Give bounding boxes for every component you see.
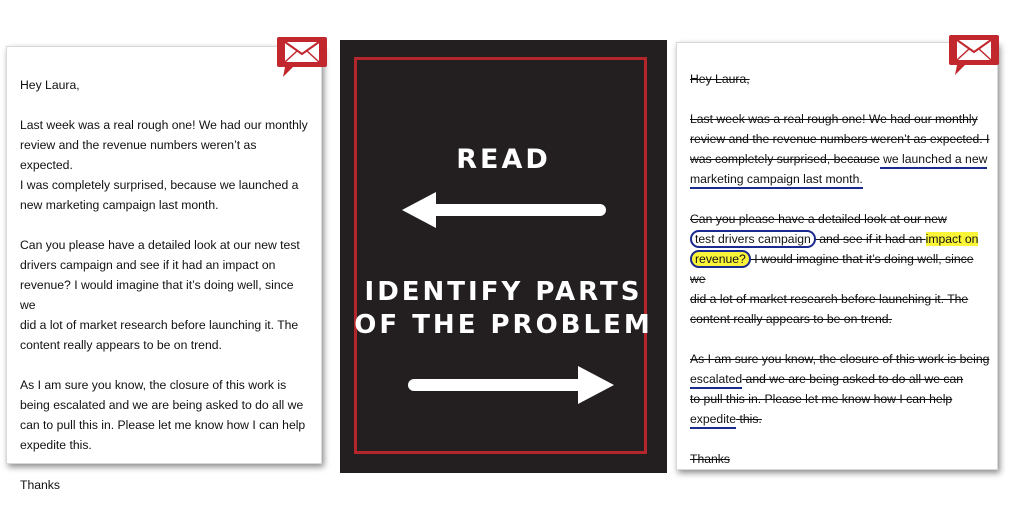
email-line: content really appears to be on trend. bbox=[20, 338, 222, 352]
email-body bbox=[20, 75, 312, 495]
struck-text: I would imagine that it’s doing well, since we bbox=[690, 252, 974, 286]
email-line: revenue? I would imagine that it’s doing well, since we bbox=[20, 278, 294, 312]
struck-text: and see if it had an bbox=[815, 232, 926, 246]
email-line: I was completely surprised, because we launched a bbox=[20, 178, 299, 192]
email-line: can to pull this in. Please let me know how I can help bbox=[20, 418, 306, 432]
email-line: being escalated and we are being asked to do all we bbox=[20, 398, 304, 412]
underlined-text: escalated bbox=[690, 372, 742, 389]
annotated-email-letter bbox=[676, 42, 998, 470]
email-line: As I am sure you know, the closure of this work is bbox=[20, 378, 287, 392]
underlined-text: expedite bbox=[690, 412, 736, 429]
email-line: review and the revenue numbers weren’t as expected. bbox=[20, 138, 257, 172]
highlighted-circled-text: revenue? bbox=[690, 250, 751, 268]
struck-line: content really appears to be on trend. bbox=[690, 312, 892, 326]
identify-line-2: OF THE PROBLEM bbox=[354, 310, 653, 340]
struck-line: to pull this in. Please let me know how I can help bbox=[690, 392, 953, 406]
email-line: Can you please have a detailed look at our new test bbox=[20, 238, 300, 252]
annotated-email-body bbox=[690, 69, 990, 469]
underlined-text: marketing campaign last month. bbox=[690, 172, 863, 189]
struck-greeting: Hey Laura, bbox=[690, 72, 750, 86]
email-closing: Thanks bbox=[20, 478, 60, 492]
left-arrow-icon bbox=[398, 190, 608, 230]
email-line: Last week was a real rough one! We had our monthly bbox=[20, 118, 308, 132]
email-line: did a lot of market research before launching it. The bbox=[20, 318, 299, 332]
struck-line: Can you please have a detailed look at our new bbox=[690, 212, 947, 226]
struck-line: Last week was a real rough one! We had our monthly bbox=[690, 112, 978, 126]
read-label: READ bbox=[456, 144, 551, 175]
struck-closing: Thanks bbox=[690, 452, 730, 466]
identify-line-1: IDENTIFY PARTS bbox=[364, 277, 643, 307]
email-line: expedite this. bbox=[20, 438, 92, 452]
struck-line: As I am sure you know, the closure of this work is being bbox=[690, 352, 990, 366]
circled-text: test drivers campaign bbox=[690, 230, 816, 248]
underlined-text: we launched a new bbox=[880, 152, 988, 169]
struck-text: and we are being asked to do all we can bbox=[742, 372, 964, 386]
highlighted-text: impact on bbox=[925, 232, 979, 246]
instruction-panel bbox=[340, 40, 667, 473]
struck-line: review and the revenue numbers weren’t as expected. I bbox=[690, 132, 990, 146]
identify-parts-label bbox=[340, 276, 667, 342]
right-arrow-icon bbox=[406, 364, 618, 406]
original-email-letter bbox=[6, 46, 322, 492]
email-line: new marketing campaign last month. bbox=[20, 198, 219, 212]
mail-envelope-icon bbox=[275, 35, 329, 79]
email-greeting: Hey Laura, bbox=[20, 78, 80, 92]
email-line: drivers campaign and see if it had an impact on bbox=[20, 258, 276, 272]
struck-text: was completely surprised, because bbox=[690, 152, 880, 166]
struck-text: this. bbox=[736, 412, 762, 426]
struck-line: did a lot of market research before launching it. The bbox=[690, 292, 969, 306]
